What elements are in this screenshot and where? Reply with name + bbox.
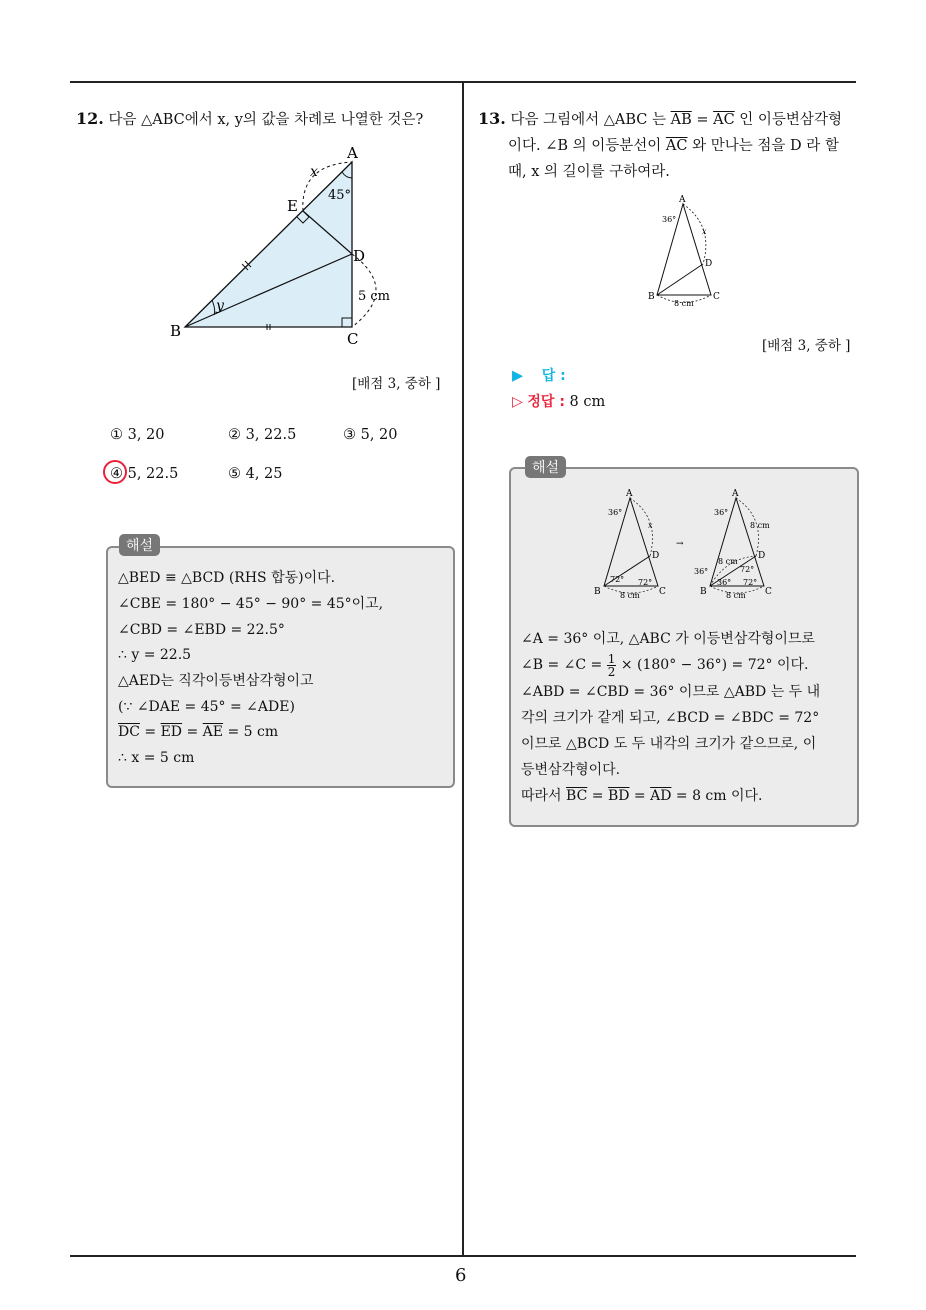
q13-number: 13. [478,109,506,128]
q12-header [76,109,423,130]
q12-choice-1[interactable]: ① 3, 20 [110,427,165,443]
q13-sol-fraction [607,653,617,678]
q13-answer-label: 답 : [541,368,566,384]
q13-sol-right-A: A [732,489,739,499]
q13-sol-line-1: ∠A = 36° 이고, △ABC 가 이등변삼각형이므로 [521,631,815,647]
q13-sol-right-C: C [765,587,772,597]
q13-sol-left-x: x [648,521,653,530]
q13-l1-pre: 다음 그림에서 △ABC 는 [510,112,671,128]
q12-sol-line-5: △AED는 직각이등변삼각형이고 [118,673,314,689]
q13-sol-right-B: B [700,587,707,597]
q13-sol-line-7: 따라서 $\overline{BC} = \overline{BD} = \overline{AD} = 8$ cm 이다. [521,788,763,804]
bottom-rule [70,1255,856,1257]
q12-label-y: y [216,298,224,314]
q12-choice-2[interactable]: ② 3, 22.5 [228,427,297,443]
q13-sol-line-2 [521,652,809,678]
q13-solution-figure [590,488,790,603]
q12-figure [160,140,400,355]
q12-seg-ed: $\overline{ED}$ [160,724,183,740]
q13-sol-line-4: 각의 크기가 같게 되고, ∠BCD = ∠BDC = 72° [521,710,820,726]
q12-choice-5[interactable]: ⑤ 4, 25 [228,466,283,482]
q13-sol-line-5: 이므로 △BCD 도 두 내각의 크기가 같으므로, 이 [521,736,817,752]
q13-sol-figure-left [594,489,666,600]
q13-sol-left-72a: 72° [610,575,625,584]
q12-label-C: C [347,330,359,348]
q13-sol-right-8cm-mid: 8 cm [718,557,738,566]
q13-correct-label: 정답 : [527,394,565,410]
q13-sol-arrow-icon: → [676,539,684,549]
q13-sol-l7-pre: 따라서 [521,788,567,804]
q12-number: 12. [76,109,104,128]
q13-label-C: C [713,292,720,302]
q12-sol-line-1: △BED ≡ △BCD (RHS 합동)이다. [118,570,336,586]
q12-choice-4[interactable]: ④ 5, 22.5 [110,466,179,482]
q13-l2-post: 와 만나는 점을 D 라 할 [687,138,839,154]
q12-sol-line-3: ∠CBD = ∠EBD = 22.5° [118,622,285,638]
q13-line-3: 때, x 의 길이를 구하여라. [508,164,670,180]
q13-sol-l7-post: = 8 cm 이다. [671,788,763,804]
q13-sol-right-8cm-bottom: 8 cm [726,591,746,600]
q13-sol-right-D: D [758,551,766,561]
q13-sol-l2-pre: ∠B = ∠C = [521,657,607,673]
q13-sol-left-72b: 72° [638,578,653,587]
q13-meta: [배점 3, 중하 ] [762,338,851,354]
q13-sol-right-36-bottom: 36° [717,578,732,587]
q13-bisector [657,264,703,295]
q13-seg-bd: $\overline{BD}$ [607,788,630,804]
q12-label-D: D [353,247,366,265]
q12-label-5cm: 5 cm [358,289,391,304]
q13-sol-left-36: 36° [608,508,623,517]
q13-correct-row [512,392,605,412]
q13-seg-ac-2: $\overline{AC}$ [665,138,688,154]
q13-label-B: B [648,292,655,302]
q13-l2-pre: 이다. ∠B 의 이등분선이 [508,138,666,154]
q13-figure [640,192,740,310]
q13-sol-left-8cm: 8 cm [620,591,640,600]
q12-selected-circle [103,460,127,484]
q13-label-x: x [702,227,707,236]
q13-sol-right-8cm-top: 8 cm [750,521,770,530]
q13-sol-right-72-mid: 72° [740,565,755,574]
q12-label-A: A [347,144,358,162]
q13-sol-frac-num: 1 [607,651,616,666]
q13-label-8cm: 8 cm [674,299,694,308]
q12-sol-line-2: ∠CBE = 180° − 45° − 90° = 45°이고, [118,596,384,612]
q12-seg-ae: $\overline{AE}$ [202,724,224,740]
q13-sol-l2-post: × (180° − 36°) = 72° 이다. [620,657,809,673]
q13-answer-arrow-icon: ▶ [512,367,524,384]
q12-choice-3[interactable]: ③ 5, 20 [343,427,398,443]
q13-seg-ab: $\overline{AB}$ [670,112,692,128]
q13-l1-post: 인 이등변삼각형 [734,112,842,128]
q13-sol-frac-den: 2 [607,664,616,679]
q13-label-36: 36° [662,215,677,224]
q12-seg-dc: $\overline{DC}$ [118,724,140,740]
q13-sol-left-C: C [659,587,666,597]
page-number: 6 [455,1265,467,1286]
q13-sol-left-A: A [626,489,633,499]
q13-sol-left-B: B [594,587,601,597]
q12-solution-tag: 해설 [119,534,160,556]
q12-label-45: 45° [328,188,352,203]
q13-sol-line-3: ∠ABD = ∠CBD = 36° 이므로 △ABD 는 두 내 [521,684,821,700]
q13-sol-left-D: D [652,551,660,561]
q13-seg-ac: $\overline{AC}$ [713,112,735,128]
q13-l1-eq: = [691,112,714,128]
q12-text: 다음 △ABC에서 x, y의 값을 차례로 나열한 것은? [108,112,424,128]
q13-solution-tag: 해설 [525,456,566,478]
q13-sol-right-36-top: 36° [714,508,729,517]
q13-sol-right-36-left: 36° [694,567,709,576]
q13-seg-ad: $\overline{AD}$ [650,788,672,804]
q13-line-2 [508,136,839,156]
q12-meta: [배점 3, 중하 ] [352,376,441,392]
q12-seg-tail: = 5 cm [223,724,279,740]
q13-sol-right-72-bottom: 72° [743,578,758,587]
q12-label-B: B [170,322,182,340]
q12-label-E: E [287,197,298,215]
column-divider [462,82,464,1256]
q12-label-x: x [310,164,318,180]
q13-correct-arrow-icon: ▷ [512,394,523,410]
q13-line-1 [478,109,842,130]
q12-sol-line-7: $\overline{DC} = \overline{ED} = \overline{AE} = 5$ cm [118,724,279,740]
q13-label-A: A [679,195,686,205]
q12-triangle [185,162,352,327]
q13-correct-value: 8 cm [569,394,606,410]
q12-sol-line-6: (∵ ∠DAE = 45° = ∠ADE) [118,699,295,715]
q13-label-D: D [705,259,713,269]
q12-sol-line-8: ∴ x = 5 cm [118,750,195,766]
q13-seg-bc: $\overline{BC}$ [566,788,588,804]
q13-sol-line-6: 등변삼각형이다. [521,762,621,778]
q13-sol-figure-right [694,489,772,600]
q12-sol-line-4: ∴ y = 22.5 [118,647,192,663]
q13-answer-row [512,366,566,386]
